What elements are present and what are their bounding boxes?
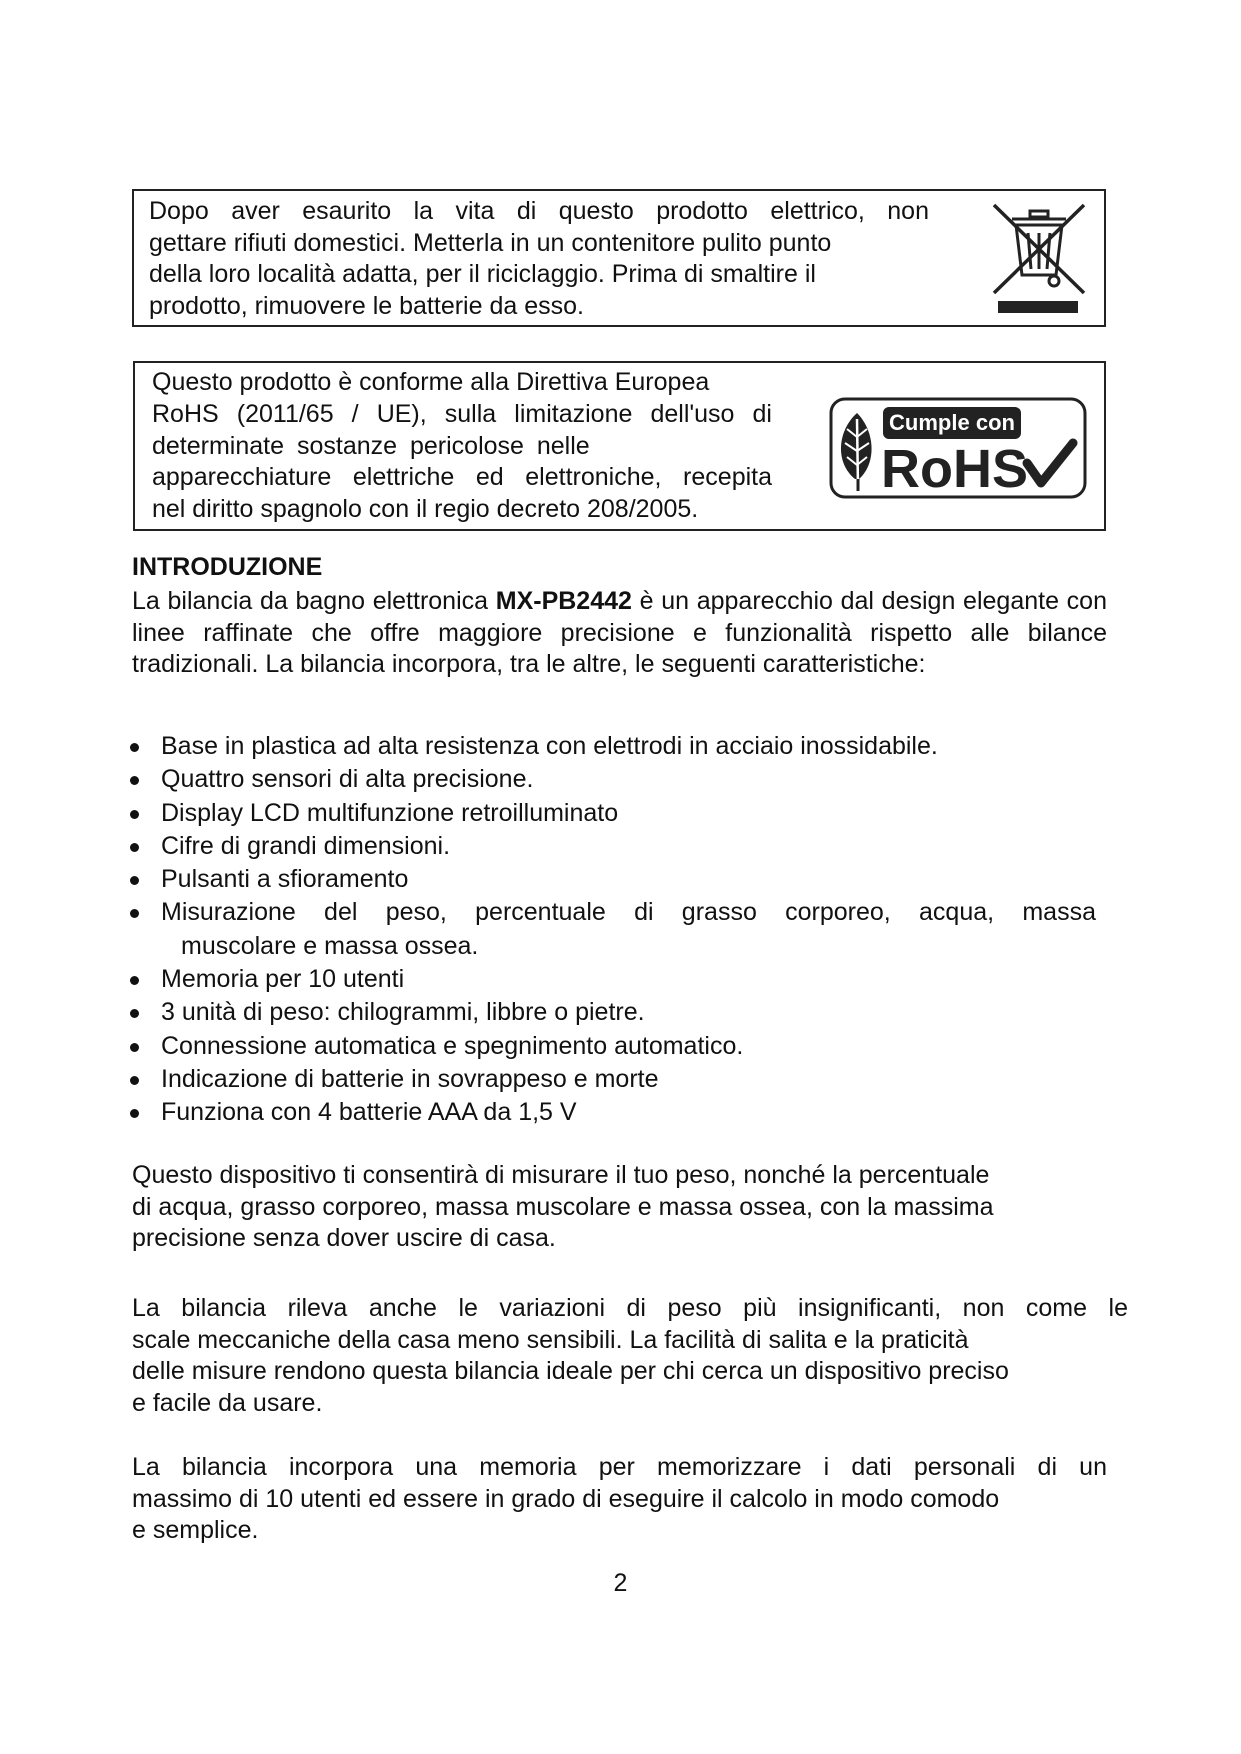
rohs-line: nel diritto spagnolo con il regio decreto 208/2005. bbox=[152, 495, 699, 524]
bullet-icon bbox=[130, 810, 139, 819]
rohs-badge-text: Cumple con bbox=[889, 410, 1015, 435]
intro-text-start: La bilancia da bagno elettronica bbox=[132, 587, 496, 615]
weee-notice-text bbox=[149, 196, 929, 322]
rohs-line: Questo prodotto è conforme alla Direttiva Europea bbox=[152, 368, 710, 396]
body-paragraph: La bilancia incorpora una memoria per memorizzare i dati personali di un massimo di 10 utenti ed essere in grado di eseguire il calcolo in modo comodo e semplice. bbox=[132, 1453, 1107, 1544]
rohs-compliance-logo bbox=[829, 397, 1087, 499]
list-item: Cifre di grandi dimensioni. bbox=[128, 830, 1088, 863]
bullet-icon bbox=[130, 843, 139, 852]
list-item: 3 unità di peso: chilogrammi, libbre o pietre. bbox=[128, 996, 1088, 1029]
weee-line: prodotto, rimuovere le batterie da esso. bbox=[149, 291, 584, 320]
crossed-out-wheelie-bin-icon bbox=[982, 197, 1094, 317]
bullet-icon bbox=[130, 1076, 139, 1085]
weee-line: Dopo aver esaurito la vita di questo prodotto elettrico, non bbox=[149, 197, 929, 225]
body-paragraph: Questo dispositivo ti consentirà di misurare il tuo peso, nonché la percentuale di acqua, grasso corporeo, massa muscolare e massa ossea, con la massima precisione senza dover uscire di casa. bbox=[132, 1161, 994, 1252]
list-item: Misurazione del peso, percentuale di grasso corporeo, acqua, massa muscolare e massa ossea. bbox=[128, 896, 1096, 963]
list-item: Quattro sensori di alta precisione. bbox=[128, 763, 1088, 796]
page-number: 2 bbox=[613, 1569, 628, 1597]
bullet-icon bbox=[130, 1043, 139, 1052]
rohs-line: RoHS (2011/65 / UE), sulla limitazione dell'uso di bbox=[152, 399, 772, 428]
list-item: Memoria per 10 utenti bbox=[128, 963, 1088, 996]
weee-line: gettare rifiuti domestici. Metterla in un contenitore pulito punto bbox=[149, 228, 832, 257]
section-title: INTRODUZIONE bbox=[132, 553, 323, 581]
list-item: Display LCD multifunzione retroilluminato bbox=[128, 797, 1088, 830]
rohs-line: apparecchiature elettriche ed elettroniche, recepita bbox=[152, 463, 772, 492]
body-paragraph: La bilancia rileva anche le variazioni di peso più insignificanti, non come le scale meccaniche della casa meno sensibili. La facilità di salita e la praticità delle misure rendono questa bilancia ideale per chi cerca un dispositivo preciso e facile da usare. bbox=[132, 1294, 1128, 1417]
intro-paragraph bbox=[132, 586, 1107, 681]
list-item: Base in plastica ad alta resistenza con elettrodi in acciaio inossidabile. bbox=[128, 730, 1088, 763]
bullet-icon bbox=[130, 1009, 139, 1018]
rohs-notice-box bbox=[133, 361, 1106, 531]
bullet-icon bbox=[130, 876, 139, 885]
bullet-icon bbox=[130, 743, 139, 752]
model-number: MX-PB2442 bbox=[495, 587, 632, 615]
rohs-notice-text bbox=[152, 367, 772, 526]
weee-line: della loro località adatta, per il riciclaggio. Prima di smaltire il bbox=[149, 260, 816, 288]
list-item: Funziona con 4 batterie AAA da 1,5 V bbox=[128, 1096, 1088, 1129]
rohs-line: determinate sostanze pericolose nelle bbox=[152, 431, 590, 460]
list-item: Connessione automatica e spegnimento automatico. bbox=[128, 1030, 1088, 1063]
list-item-continuation: muscolare e massa ossea. bbox=[181, 931, 479, 960]
bullet-icon bbox=[130, 976, 139, 985]
intro-text-end: è un apparecchio dal design elegante con linee raffinate che offre maggiore precisione e funzionalità rispetto alle bilance tradizionali. La bilancia incorpora, tra le altre, le seguenti caratteristiche: bbox=[132, 587, 1107, 678]
list-item: Pulsanti a sfioramento bbox=[128, 863, 1088, 896]
list-item: Indicazione di batterie in sovrappeso e morte bbox=[128, 1063, 1088, 1096]
weee-notice-box bbox=[132, 189, 1106, 327]
feature-list bbox=[128, 730, 1096, 1130]
bullet-icon bbox=[130, 1109, 139, 1118]
bullet-icon bbox=[130, 909, 139, 918]
bullet-icon bbox=[130, 776, 139, 785]
rohs-mark-text: RoHS bbox=[881, 439, 1028, 499]
